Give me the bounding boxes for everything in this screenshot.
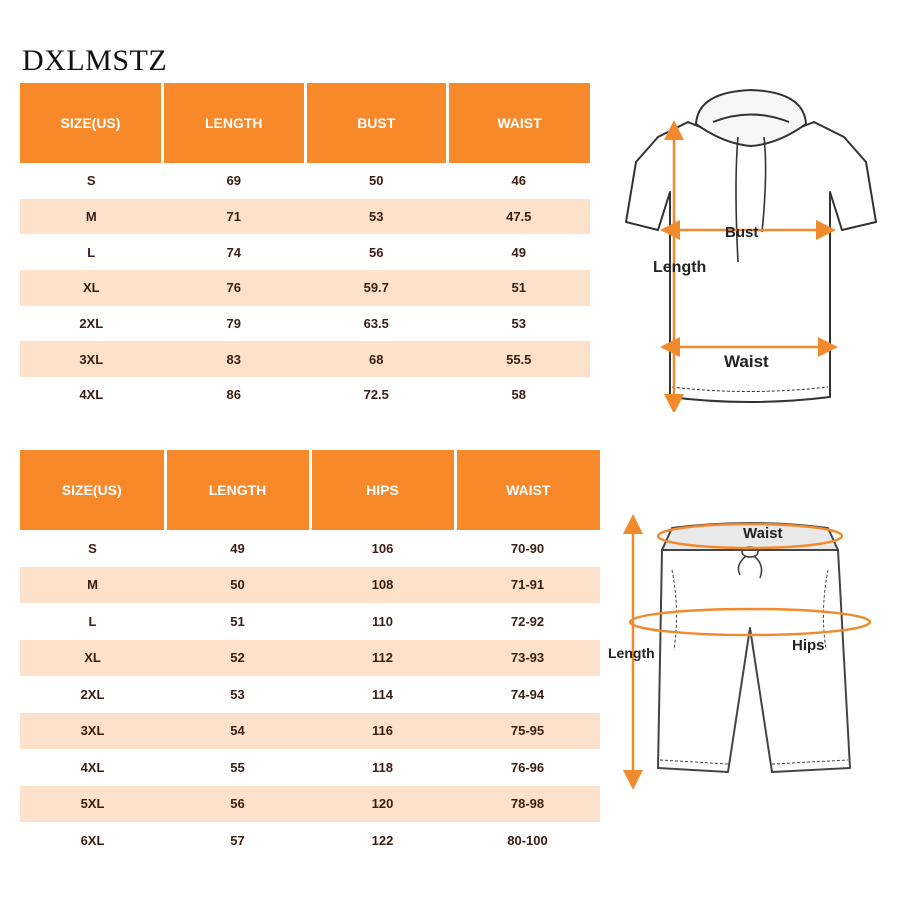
table-row bbox=[20, 270, 590, 306]
header-cell: WAIST bbox=[448, 83, 591, 163]
table-cell: M bbox=[20, 567, 165, 604]
header-cell: SIZE(US) bbox=[20, 450, 165, 530]
table-cell: 78-98 bbox=[455, 786, 600, 823]
table-cell: 72.5 bbox=[305, 377, 448, 413]
table-cell: 51 bbox=[448, 270, 591, 306]
table-cell: 69 bbox=[163, 163, 306, 199]
table-cell: 50 bbox=[305, 163, 448, 199]
table-cell: 56 bbox=[165, 786, 310, 823]
table-cell: 49 bbox=[165, 530, 310, 567]
table-cell: 55.5 bbox=[448, 341, 591, 377]
table-cell: 2XL bbox=[20, 676, 165, 713]
table-cell: 79 bbox=[163, 306, 306, 342]
table-cell: 83 bbox=[163, 341, 306, 377]
table-cell: 116 bbox=[310, 713, 455, 750]
table-cell: 73-93 bbox=[455, 640, 600, 677]
shorts-hips-label: Hips bbox=[792, 637, 825, 654]
table-cell: 76-96 bbox=[455, 749, 600, 786]
table-row bbox=[20, 199, 590, 235]
table-cell: 114 bbox=[310, 676, 455, 713]
table-cell: 49 bbox=[448, 234, 591, 270]
tops-size-table bbox=[20, 83, 590, 413]
header-cell: LENGTH bbox=[163, 83, 306, 163]
table-cell: 75-95 bbox=[455, 713, 600, 750]
header-cell: LENGTH bbox=[165, 450, 310, 530]
table-cell: 53 bbox=[305, 199, 448, 235]
table-cell: L bbox=[20, 603, 165, 640]
shorts-waist-label: Waist bbox=[743, 525, 783, 542]
length-label: Length bbox=[653, 259, 707, 276]
table-cell: 59.7 bbox=[305, 270, 448, 306]
hooded-tshirt-illustration bbox=[618, 82, 888, 412]
table-cell: S bbox=[20, 163, 163, 199]
table-cell: 63.5 bbox=[305, 306, 448, 342]
shorts-illustration bbox=[600, 510, 895, 790]
brand-title: DXLMSTZ bbox=[22, 44, 168, 77]
table-cell: 58 bbox=[448, 377, 591, 413]
table-cell: 86 bbox=[163, 377, 306, 413]
header-cell: BUST bbox=[305, 83, 448, 163]
table-cell: 50 bbox=[165, 567, 310, 604]
table-cell: 57 bbox=[165, 822, 310, 859]
table-cell: 54 bbox=[165, 713, 310, 750]
table-cell: 4XL bbox=[20, 377, 163, 413]
table-cell: 110 bbox=[310, 603, 455, 640]
table-header-row bbox=[20, 450, 600, 530]
table-row bbox=[20, 530, 600, 567]
bust-label: Bust bbox=[725, 224, 759, 241]
table-cell: 4XL bbox=[20, 749, 165, 786]
table-cell: 53 bbox=[165, 676, 310, 713]
table-row bbox=[20, 603, 600, 640]
table-cell: 118 bbox=[310, 749, 455, 786]
table-cell: 80-100 bbox=[455, 822, 600, 859]
table-cell: 71-91 bbox=[455, 567, 600, 604]
table-row bbox=[20, 676, 600, 713]
table-cell: XL bbox=[20, 270, 163, 306]
table-cell: 51 bbox=[165, 603, 310, 640]
table-row bbox=[20, 713, 600, 750]
table-cell: 74 bbox=[163, 234, 306, 270]
table-cell: S bbox=[20, 530, 165, 567]
table-cell: 106 bbox=[310, 530, 455, 567]
table-cell: M bbox=[20, 199, 163, 235]
table-cell: XL bbox=[20, 640, 165, 677]
table-cell: 76 bbox=[163, 270, 306, 306]
table-cell: 108 bbox=[310, 567, 455, 604]
table-row bbox=[20, 234, 590, 270]
table-cell: 46 bbox=[448, 163, 591, 199]
table-row bbox=[20, 786, 600, 823]
shorts-size-table bbox=[20, 450, 600, 859]
table-row bbox=[20, 163, 590, 199]
table-cell: 56 bbox=[305, 234, 448, 270]
table-cell: 3XL bbox=[20, 341, 163, 377]
table-cell: 3XL bbox=[20, 713, 165, 750]
waist-label: Waist bbox=[724, 352, 769, 371]
table-cell: 47.5 bbox=[448, 199, 591, 235]
table-cell: 70-90 bbox=[455, 530, 600, 567]
table-cell: 55 bbox=[165, 749, 310, 786]
table-cell: 74-94 bbox=[455, 676, 600, 713]
table-cell: 5XL bbox=[20, 786, 165, 823]
table-row bbox=[20, 341, 590, 377]
table-cell: 112 bbox=[310, 640, 455, 677]
table-row bbox=[20, 567, 600, 604]
header-cell: HIPS bbox=[310, 450, 455, 530]
header-cell: SIZE(US) bbox=[20, 83, 163, 163]
table-cell: 2XL bbox=[20, 306, 163, 342]
table-cell: 52 bbox=[165, 640, 310, 677]
table-row bbox=[20, 377, 590, 413]
table-header-row bbox=[20, 83, 590, 163]
table-cell: 122 bbox=[310, 822, 455, 859]
table-cell: 68 bbox=[305, 341, 448, 377]
shorts-length-label: Length bbox=[608, 645, 655, 661]
table-cell: 6XL bbox=[20, 822, 165, 859]
table-row bbox=[20, 640, 600, 677]
table-row bbox=[20, 822, 600, 859]
table-cell: 53 bbox=[448, 306, 591, 342]
table-cell: L bbox=[20, 234, 163, 270]
header-cell: WAIST bbox=[455, 450, 600, 530]
table-cell: 72-92 bbox=[455, 603, 600, 640]
table-row bbox=[20, 306, 590, 342]
table-cell: 120 bbox=[310, 786, 455, 823]
table-row bbox=[20, 749, 600, 786]
table-cell: 71 bbox=[163, 199, 306, 235]
